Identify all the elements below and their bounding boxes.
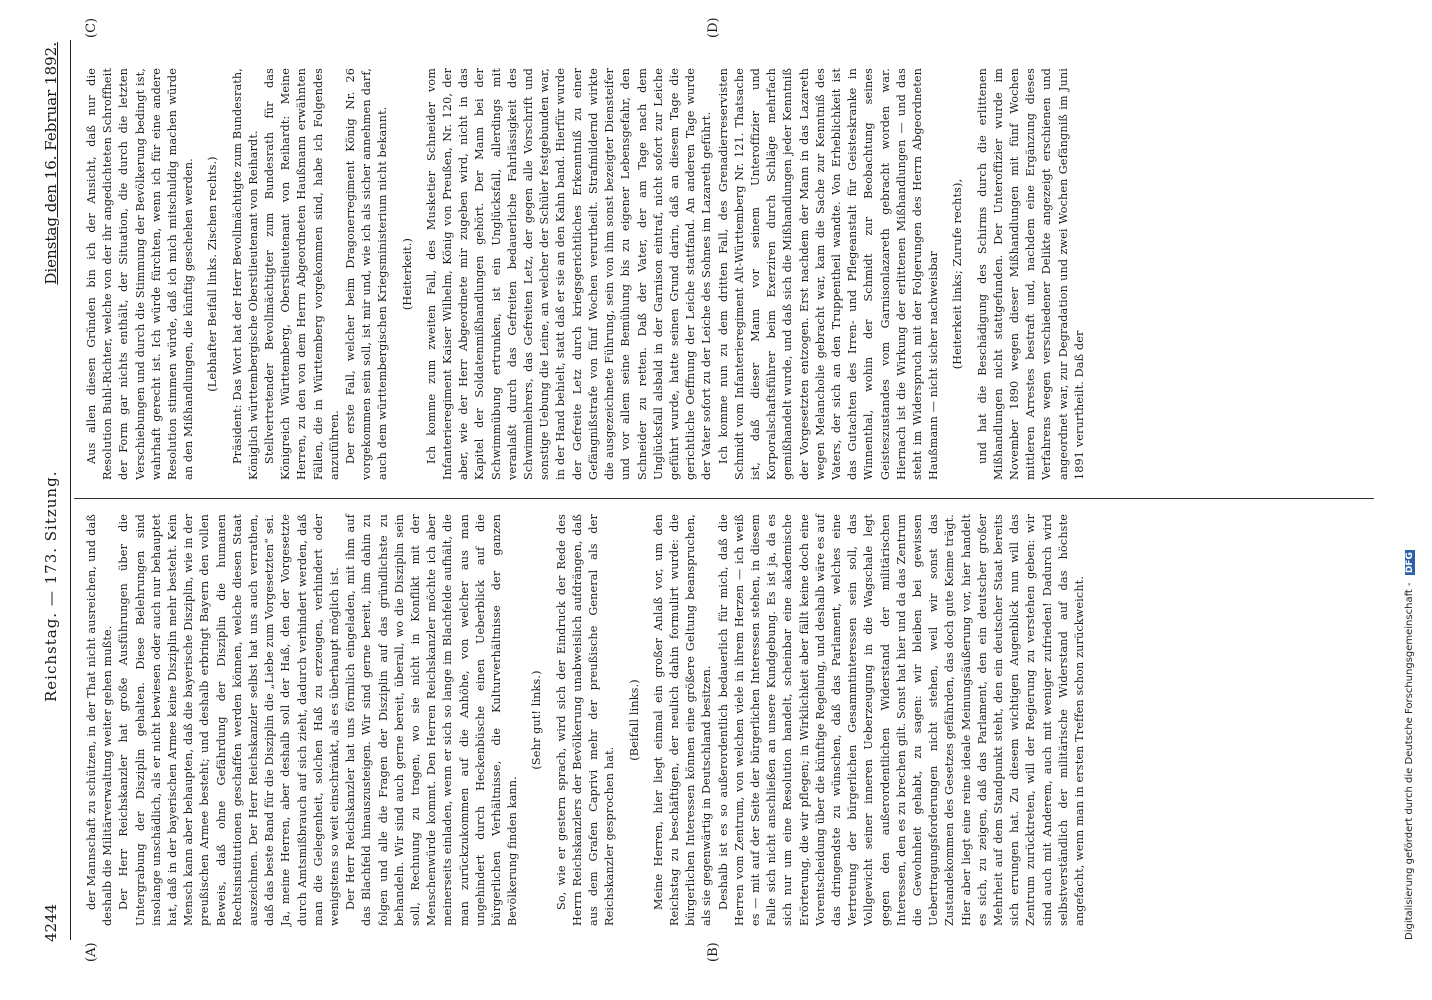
credit-text: Digitalisierung gefördert durch die Deutsche Forschungsgemeinschaft - (1404, 582, 1415, 940)
right-column-remark: (Heiterkeit.) (400, 237, 414, 311)
digitization-credit (1404, 40, 1415, 940)
left-column-paragraph: Meine Herren, hier liegt einmal ein großer Anlaß vor, um den Reichstag zu beschäftigen, der neulich dahin formulirt wurde: die bürgerlichen Interessen können eine größere Geltung beanspruchen, als sie gegenwärtig in Deutschland besitzen. (651, 514, 714, 926)
right-column-paragraph: Stellvertretender Bevollmächtigter zum Bundesrath für das Königreich Württemberg, Oberstlieutenant von Reihardt: Meine Herren, zu den von dem Herrn Abgeordneten Haußmann erwähnten Fällen, die in Württemberg vorgekommen sind, habe ich Folgendes anzuführen. (263, 68, 341, 480)
left-column-remark: (Sehr gut! links.) (530, 670, 544, 770)
right-column-remark: (Heiterkeit links; Zurufe rechts), (951, 178, 965, 370)
margin-marker-c: (C) (84, 17, 99, 38)
right-column-paragraph: Ich komme zum zweiten Fall, des Musketier Schneider vom Infanterieregiment Kaiser Wilhelm, König von Preußen, Nr. 120, der aber, wie der Herr Abgeordnete mir zugeben wird, nicht in das Kapitel der Soldatenmißhandlungen gehört. Der Mann bei der Schwimmübung ertrunken, ist ein Unglücksfall, allerdings mit veranlaßt durch das Gefreiten bedauerliche Fahrlässigkeit des Schwimmlehrers, das Gefreiten Letz, der gegen alle Vorschrift und sonstige Uebung die Leine, an welcher der Schüler festgebunden war, in der Hand behielt, statt daß er sie an den Kahn band. Hierfür wurde der Gefreite Letz durch kriegsgerichtliches Erkenntniß zu einer Gefängnißstrafe von fünf Wochen verurtheilt. Strafmildernd wirkte die ausgezeichnete Führung, sein von ihm sonst bezeigter Diensteifer und vor allem seine Bemühung bis zu eigener Lebensgefahr, den Schneider zu retten. Daß der Vater, der am Tage nach dem Unglücksfall alsbald in der Garnison eintraf, nicht sofort zur Leiche geführt wurde, hatte seinen Grund darin, daß an diesem Tage die gerichtliche Oeffnung der Leiche stattfand. An anderen Tage wurde der Vater sofort zu der Leiche des Sohnes im Lazareth geführt. (424, 68, 714, 480)
column-divider (74, 498, 1374, 499)
margin-marker-d: (D) (706, 17, 721, 38)
left-column-paragraph: der Mannschaft zu schützen, in der That nicht ausreichen, und daß deshalb die Militärverwaltung weiter gehen mußte. (85, 514, 115, 926)
left-column-paragraph: So, wie er gestern sprach, wird sich der Eindruck der Rede des Herrn Reichskanzlers der Bevölkerung unabweislich aufdrängen, daß aus dem Grafen Caprivi mehr der preußische General als der Reichskanzler gesprochen hat. (554, 514, 617, 926)
page-number: 4244 (42, 903, 60, 942)
header-rule (70, 40, 71, 940)
dfg-logo: DFG (1405, 552, 1415, 574)
right-column-remark: (Lebhafter Beifall links. Zischen rechts.) (206, 156, 220, 392)
right-column-paragraph: Ich komme nun zu dem dritten Fall, des Grenadierreservisten Schmidt vom Infanterieregiment Alt-Württemberg Nr. 121. Thatsache ist, daß dieser Mann vor seinem Unteroffizier und Korporalschaftsführer beim Exerziren durch Schläge mehrfach gemißhandelt wurde, und daß sich die Mißhandlungen jeder Kenntniß der Vorgesetzten entzogen. Erst nachdem der Mann in das Lazareth wegen Melancholie gebracht war, kam die Sache zur Kenntniß des Vaters, der sich an den Truppentheil wandte. Von Erheblichkeit ist das Gutachten des Irren- und Pflegeanstalt für Geisteskranke in Winnenthal, wohin der Schmidt zur Beobachtung seines Geisteszustandes vom Garnisonlazareth gebracht worden war. Hiernach ist die Wirkung der erlittenen Mißhandlungen — und das steht im Widerspruch mit der Folgerungen des Herrn Abgeordneten Haußmann — nicht sicher nachweisbar (716, 68, 941, 480)
right-column-paragraph: Präsident: Das Wort hat der Herr Bevollmächtigte zum Bundesrath, Königlich württembergische Oberstlieutenant von Reihardt. (230, 68, 260, 480)
left-column-paragraph: Der Herr Reichskanzler hat uns förmlich eingeladen, mit ihm auf das Blachfeld hinauszusteigen. Wir sind gerne bereit, ihm dahin zu folgen und alle die Fragen der Disziplin auf das gründlichste zu behandeln. Wir sind auch gerne bereit, überall, wo die Disziplin sein soll, Rechnung zu tragen, wo sie nicht in Konflikt mit der Menschenwürde kommt. Den Herren Reichskanzler möchte ich aber meinerseits einladen, wenn er sich so lange im Blachfelde aufhält, die man zurückzukommen auf die Anhöhe, von welcher aus man ungehindert durch Heckenbüsche einen Ueberblick auf die bürgerlichen Verhältnisse, die Kulturverhältnisse der ganzen Bevölkerung finden kann. (344, 514, 520, 926)
margin-marker-b: (B) (706, 942, 721, 962)
right-text-column (84, 68, 1088, 480)
right-column-paragraph: Der erste Fall, welcher beim Dragonerregiment König Nr. 26 vorgekommen sein soll, ist mir und, wie ich als sicher annehmen darf, auch dem württembergischen Kriegsministerium nicht bekannt. (344, 68, 390, 480)
left-column-paragraph: Deshalb ist es so außerordentlich bedauerlich für mich, daß die Herren vom Zentrum, von welchen viele in ihrem Herzen — ich weiß es — mit auf der Seite der bürgerlichen Interessen stehen, in diesem Falle sich nicht anschließen an unsere Kundgebung. Es ist ja, da es sich nur um eine Resolution handelt, scheinbar eine akademische Erörterung, die wir pflegen; in Wirklichkeit aber fällt keine doch eine Vorentscheidung über die künftige Regelung, und deshalb wäre es auf das dringendste zu wünschen, daß das Parlament, welches eine Vertretung der bürgerlichen Gesammtinteressen sein soll, das Vollgewicht seiner inneren Ueberzeugung in die Wagschale legt gegen den außerordentlichen Widerstand der militärischen Interessen, den es zu brechen gilt. Sonst hat hier und da das Zentrum die Gewohnheit gehabt, zu sagen: wir bleiben bei gewissen Uebertragungsforderungen nicht stehen, weil wir sonst das Zustandekommen des Gesetzes gefährden, das doch gute Keime trägt. Hier aber liegt eine reine ideale Meinungsäußerung vor, hier handelt es sich, zu zeigen, daß das Parlament, den ein deutscher großer Mehrheit auf dem Standpunkt steht, den ein deutscher Staat bereits sich errungen hat. Zu diesem wichtigen Augenblick nun will das Zentrum zurücktreten, will der Regierung zu verstehen geben: wir sind auch mit Anderem, auch mit weniger zufrieden! Dadurch wird selbstverständlich der militärische Widerstand auf das höchste angefacht, wenn man in ersten Treffen schon zurückweicht. (716, 514, 1086, 926)
session-date: Dienstag den 16. Februar 1892. (42, 42, 60, 285)
right-column-paragraph: Aus allen diesen Gründen bin ich der Ansicht, daß nur die Resolution Buhl-Richter, welche von der ihr angedichteten Schroffheit der Form gar nichts enthält, der Situation, die durch die letzten Verschiebungen und durch die Stimmung der Bevölkerung bedingt ist, wahrhaft gerecht ist. Ich würde fürchten, wenn ich für eine andere Resolution stimmen würde, daß ich mich mitschuldig machen würde an den Mißhandlungen, die künftig geschehen werden. (85, 68, 196, 480)
left-column-paragraph: Der Herr Reichskanzler hat große Ausführungen über die Untergrabung der Disziplin gehalten. Diese Belehrungen sind insolange unschädlich, als er nicht bewiesen oder auch nur behauptet hat, daß in der bayerischen Armee keine Disziplin mehr besteht. Kein Mensch kann aber behaupten, daß die bayerische Disziplin, wie in der preußischen Armee besteht; und deshalb erbringt Bayern den vollen Beweis, daß ohne Gefährdung der Disziplin die humanen Rechtsinstitutionen geschaffen werden können, welche diesen Staat auszeichnen. Der Herr Reichskanzler selbst hat uns auch verrathen, daß das beste Band für die Disziplin die „Liebe zum Vorgesetzten“ sei. Ja, meine Herren, aber deshalb soll der Haß, den der Vorgesetzte durch Amtsmißbrauch auf sich zieht, dadurch verhindert werden, daß man die Gelegenheit, solchen Haß zu erzeugen, verhindert oder wenigstens so weit einschränkt, als es überhaupt möglich ist. (117, 514, 342, 926)
margin-marker-a: (A) (84, 942, 99, 962)
left-column-remark: (Beifall links.) (627, 679, 641, 761)
session-title: Reichstag. — 173. Sitzung. (42, 470, 60, 702)
left-text-column (84, 514, 1088, 926)
right-column-paragraph: und hat die Beschädigung des Schirms durch die erlittenen Mißhandlungen nicht stattgefunden. Der Unteroffizier wurde im November 1890 wegen dieser Mißhandlungen mit fünf Wochen mittleren Arrestes bestraft und, nachdem eine Ergänzung dieses Verfahrens wegen verschiedener Delikte angezeigt erschienen und angeordnet war, zur Degradation und zwei Wochen Gefängniß im Juni 1891 verurtheilt. Daß der (975, 68, 1086, 480)
page-header (42, 42, 68, 942)
